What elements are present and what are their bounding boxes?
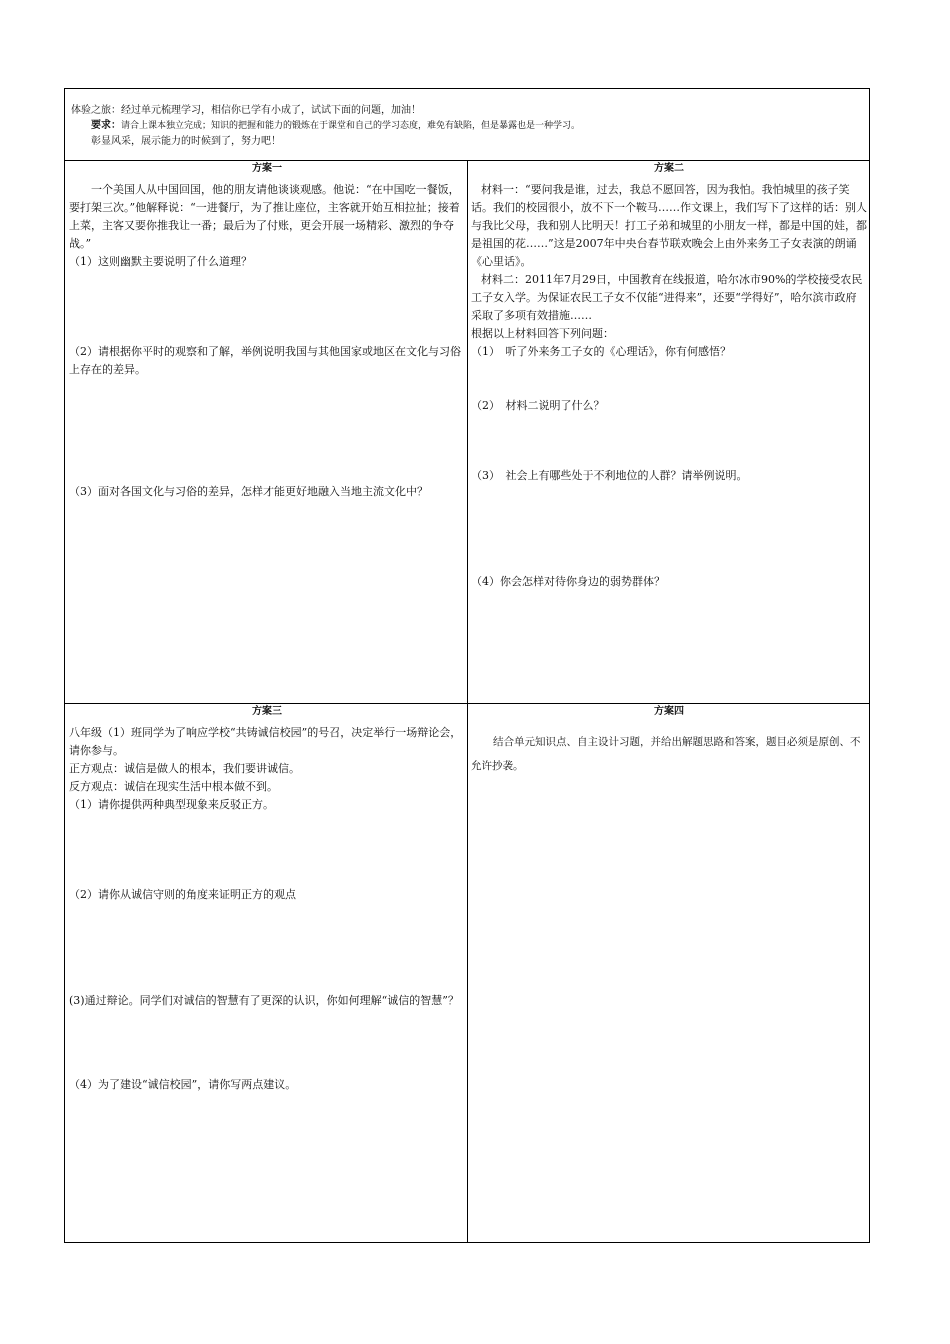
plan-three-question-4: （4）为了建设“诚信校园”，请你写两点建议。 [69,1078,297,1091]
plan-four-instruction: 结合单元知识点、自主设计习题，并给出解题思路和答案，题目必须是原创、不允许抄袭。 [471,736,861,772]
plan-one-passage: 一个美国人从中国回国，他的朋友请他谈谈观感。他说：“在中国吃一餐饭，要打架三次。”他解释说：“一进餐厅，为了推让座位，主客就开始互相拉扯；接着上菜，主客又要你推我让一番；最后为了付账，更会开展一场精彩、激烈的争夺战。” [69,183,460,250]
plan-three-con-view: 反方观点：诚信在现实生活中根本做不到。 [69,780,278,793]
plan-three-intro: 八年级（1）班同学为了响应学校“共铸诚信校园”的号召，决定举行一场辩论会，请你参与。 [69,726,462,757]
plan-two-cell [471,161,867,703]
plan-one-cell [69,161,465,703]
requirement-label: 要求： [91,120,121,131]
plan-three-cell [69,704,465,1242]
header-encouragement: 彰显风采，展示能力的时候到了，努力吧！ [91,136,281,147]
worksheet-table [64,88,870,1243]
plan-two-lead: 根据以上材料回答下列问题： [471,327,614,340]
plan-one-question-2: （2）请根据你平时的观察和了解，举例说明我国与其他国家或地区在文化与习俗上存在的差异。 [69,345,461,376]
plan-one-question-3: （3）面对各国文化与习俗的差异，怎样才能更好地融入当地主流文化中？ [69,485,428,498]
worksheet-header [65,89,869,161]
plan-four-title: 方案四 [654,706,684,717]
plan-three-question-2: （2）请你从诚信守则的角度来证明正方的观点 [69,888,296,901]
plan-three-question-3: (3)通过辩论。同学们对诚信的智慧有了更深的认识，你如何理解“诚信的智慧”？ [69,994,459,1007]
plan-two-material-1: 材料一：“要问我是谁，过去，我总不愿回答，因为我怕。我怕城里的孩子笑话。我们的校园很小，放不下一个鞍马……作文课上，我们写下了这样的话：别人与我比父母，我和别人比明天！打工子弟和城里的小朋友一样，都是中国的娃，都是祖国的花……”这是2007年中央台春节联欢晚会上由外来务工子女表演的朗诵《心里话》。 [471,183,867,268]
plan-three-question-1: （1）请你提供两种典型现象来反驳正方。 [69,798,274,811]
plan-two-title: 方案二 [654,163,684,174]
header-intro: 体验之旅：经过单元梳理学习，相信你已学有小成了，试试下面的问题，加油！ [71,105,421,116]
header-requirement [71,118,863,134]
plan-two-question-1: （1） 听了外来务工子女的《心理话》，你有何感悟？ [471,345,731,358]
plan-two-question-3: （3） 社会上有哪些处于不利地位的人群？请举例说明。 [471,469,748,482]
plan-two-question-2: （2） 材料二说明了什么？ [471,399,605,412]
plan-four-cell [471,704,867,1242]
plan-two-question-4: （4）你会怎样对待你身边的弱势群体？ [471,575,665,588]
plan-two-material-2: 材料二：2011年7月29日，中国教育在线报道，哈尔冰市90%的学校接受农民工子女入学。为保证农民工子女不仅能“进得来”，还要“学得好”，哈尔滨市政府采取了多项有效措施…… [471,273,863,322]
plan-one-title: 方案一 [252,163,282,174]
column-divider [467,161,468,1243]
requirement-text: 请合上课本独立完成；知识的把握和能力的锻炼在于课堂和自己的学习态度，难免有缺陷，但是暴露也是一种学习。 [121,121,581,131]
plan-one-question-1: （1）这则幽默主要说明了什么道理？ [69,255,252,268]
plan-three-title: 方案三 [252,706,282,717]
plan-three-pro-view: 正方观点：诚信是做人的根本，我们要讲诚信。 [69,762,300,775]
